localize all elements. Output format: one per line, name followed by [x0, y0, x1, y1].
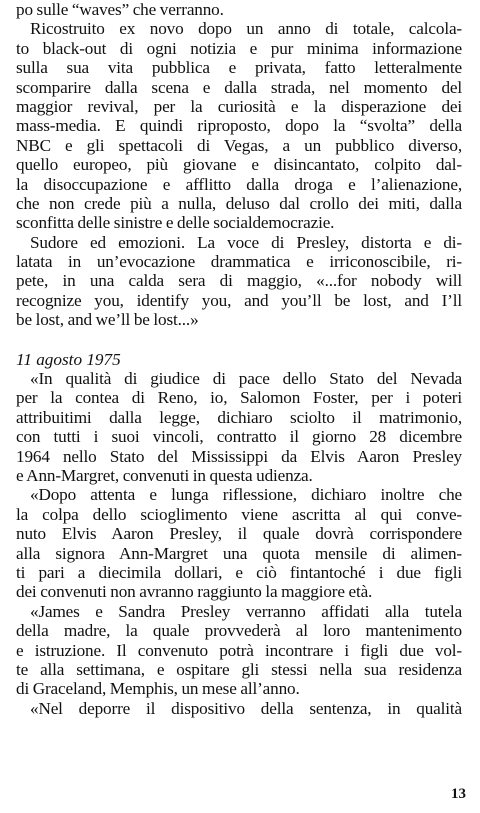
text-line: be lost, and we’ll be lost...»	[16, 310, 199, 330]
text-line: 1964 nello Stato del Mississippi da Elvis Aaron Presley	[16, 446, 462, 466]
text-line: pete, in una calda sera di maggio, «...for nobody will	[16, 271, 462, 291]
paragraph-dispositivo	[16, 699, 462, 718]
text-line: alla signora Ann-Margret una quota mensile di alimen-	[16, 543, 462, 563]
paragraph-figli	[16, 602, 462, 699]
text-line: e Ann-Margret, convenuti in questa udienza.	[16, 465, 313, 485]
section-date-heading: 11 agosto 1975	[16, 349, 121, 369]
paragraph-continuation	[16, 0, 462, 19]
text-line: NBC e gli spettacoli di Vegas, a un pubblico diverso,	[16, 135, 462, 155]
text-line: sulla sua vita pubblica e privata, fatto letteralmente	[16, 58, 462, 78]
text-line: recognize you, identify you, and you’ll be lost, and I’ll	[16, 290, 462, 310]
text-line: e istruzione. Il convenuto potrà incontrare i figli due vol-	[16, 640, 462, 660]
text-line: to black-out di ogni notizia e pur minima informazione	[16, 38, 462, 58]
text-line: «Nel deporre il dispositivo della sentenza, in qualità	[30, 698, 462, 718]
paragraph-colpa	[16, 485, 462, 601]
text-line: della madre, la quale provvederà al loro mantenimento	[16, 621, 462, 641]
paragraph-ricostruito	[16, 19, 462, 232]
text-line: ti pari a diecimila dollari, e ciò fintantoché i due figli	[16, 562, 462, 582]
text-line: po sulle “waves” che verranno.	[16, 0, 224, 19]
text-line: che non crede più a nulla, deluso dal crollo dei miti, dalla	[16, 193, 462, 213]
text-line: latata in un’evocazione drammatica e irriconoscibile, ri-	[16, 252, 462, 272]
paragraph-giudice	[16, 369, 462, 485]
text-line: te alla settimana, e ospitare gli stessi nella sua residenza	[16, 659, 462, 679]
text-line: con tutti i suoi vincoli, contratto il giorno 28 dicembre	[16, 427, 462, 447]
paragraph-sudore	[16, 233, 462, 330]
text-line: Ricostruito ex novo dopo un anno di totale, calcola-	[30, 19, 462, 39]
text-line: «James e Sandra Presley verranno affidati alla tutela	[30, 601, 462, 621]
section-spacer	[16, 330, 462, 350]
text-line: la disoccupazione e afflitto dalla droga e l’alienazione,	[16, 174, 462, 194]
page-number: 13	[451, 786, 466, 802]
text-line: dei convenuti non avranno raggiunto la maggiore età.	[16, 582, 373, 602]
text-line: la colpa dello scioglimento viene ascritta al qui conve-	[16, 504, 462, 524]
text-line: Sudore ed emozioni. La voce di Presley, distorta e di-	[30, 232, 462, 252]
text-line: attribuitimi dalla legge, dichiaro sciolto il matrimonio,	[16, 407, 462, 427]
text-line: «In qualità di giudice di pace dello Stato del Nevada	[30, 369, 462, 389]
text-line: quello europeo, più giovane e disincantato, colpito dal-	[16, 155, 462, 175]
text-line: per la contea di Reno, io, Salomon Foster, per i poteri	[16, 388, 462, 408]
text-line: maggior revival, per la curiosità e la disperazione dei	[16, 96, 462, 116]
text-line: nuto Elvis Aaron Presley, il quale dovrà corrispondere	[16, 524, 462, 544]
text-line: «Dopo attenta e lunga riflessione, dichiaro inoltre che	[30, 485, 462, 505]
text-line: di Graceland, Memphis, un mese all’anno.	[16, 679, 300, 699]
text-line: sconfitta delle sinistre e delle socialdemocrazie.	[16, 213, 335, 233]
book-page	[16, 0, 462, 718]
text-line: mass-media. E quindi riproposto, dopo la “svolta” della	[16, 116, 462, 136]
text-line: scomparire dalla scena e dalla strada, nel momento del	[16, 77, 462, 97]
